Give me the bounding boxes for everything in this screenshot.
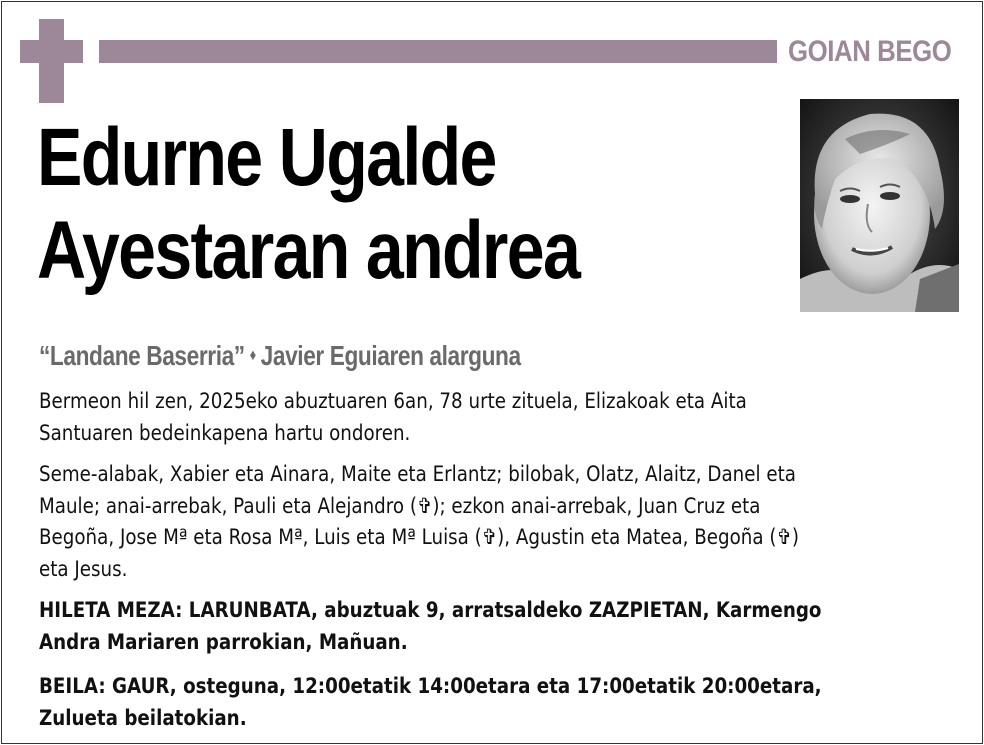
section-label: GOIAN BEGO <box>788 35 952 68</box>
obituary-card <box>1 1 983 744</box>
text-line: HILETA MEZA: LARUNBATA, abuztuak 9, arratsaldeko ZAZPIETAN, Karmengo <box>39 598 822 622</box>
death-notice <box>39 386 848 449</box>
deceased-name-line1: Edurne Ugalde <box>37 112 496 203</box>
house-name: “Landane Baserria” <box>39 340 245 371</box>
wake-info <box>39 671 848 734</box>
header-rule <box>99 40 777 63</box>
subtitle <box>39 338 521 379</box>
text-line: Maule; anai-arrebak, Pauli eta Alejandro (✞); ezkon anai-arrebak, Juan Cruz eta <box>39 493 761 518</box>
text-line: Santuaren bedeinkapena hartu ondoren. <box>39 420 411 445</box>
relation: Javier Eguiaren alarguna <box>260 340 521 371</box>
family-list <box>39 459 848 585</box>
text-line: eta Jesus. <box>39 556 128 581</box>
diamond-separator-icon: ♦ <box>249 347 256 364</box>
text-line: Zulueta beilatokian. <box>39 705 247 730</box>
cross-icon-arm <box>20 40 83 63</box>
text-line: Seme-alabak, Xabier eta Ainara, Maite eta Erlantz; bilobak, Olatz, Alaitz, Danel eta <box>39 462 796 486</box>
text-line: Begoña, Jose Mª eta Rosa Mª, Luis eta Mª Luisa (✞), Agustin eta Matea, Begoña (✞) <box>39 525 799 549</box>
funeral-mass-info <box>39 595 848 658</box>
text-line: BEILA: GAUR, osteguna, 12:00etatik 14:00etara eta 17:00etatik 20:00etara, <box>39 674 822 698</box>
portrait-photo <box>800 99 959 312</box>
text-line: Andra Mariaren parrokian, Mañuan. <box>39 629 408 654</box>
deceased-name-line2: Ayestaran andrea <box>37 205 580 296</box>
text-line: Bermeon hil zen, 2025eko abuztuaren 6an, 78 urte zituela, Elizakoak eta Aita <box>39 389 747 413</box>
